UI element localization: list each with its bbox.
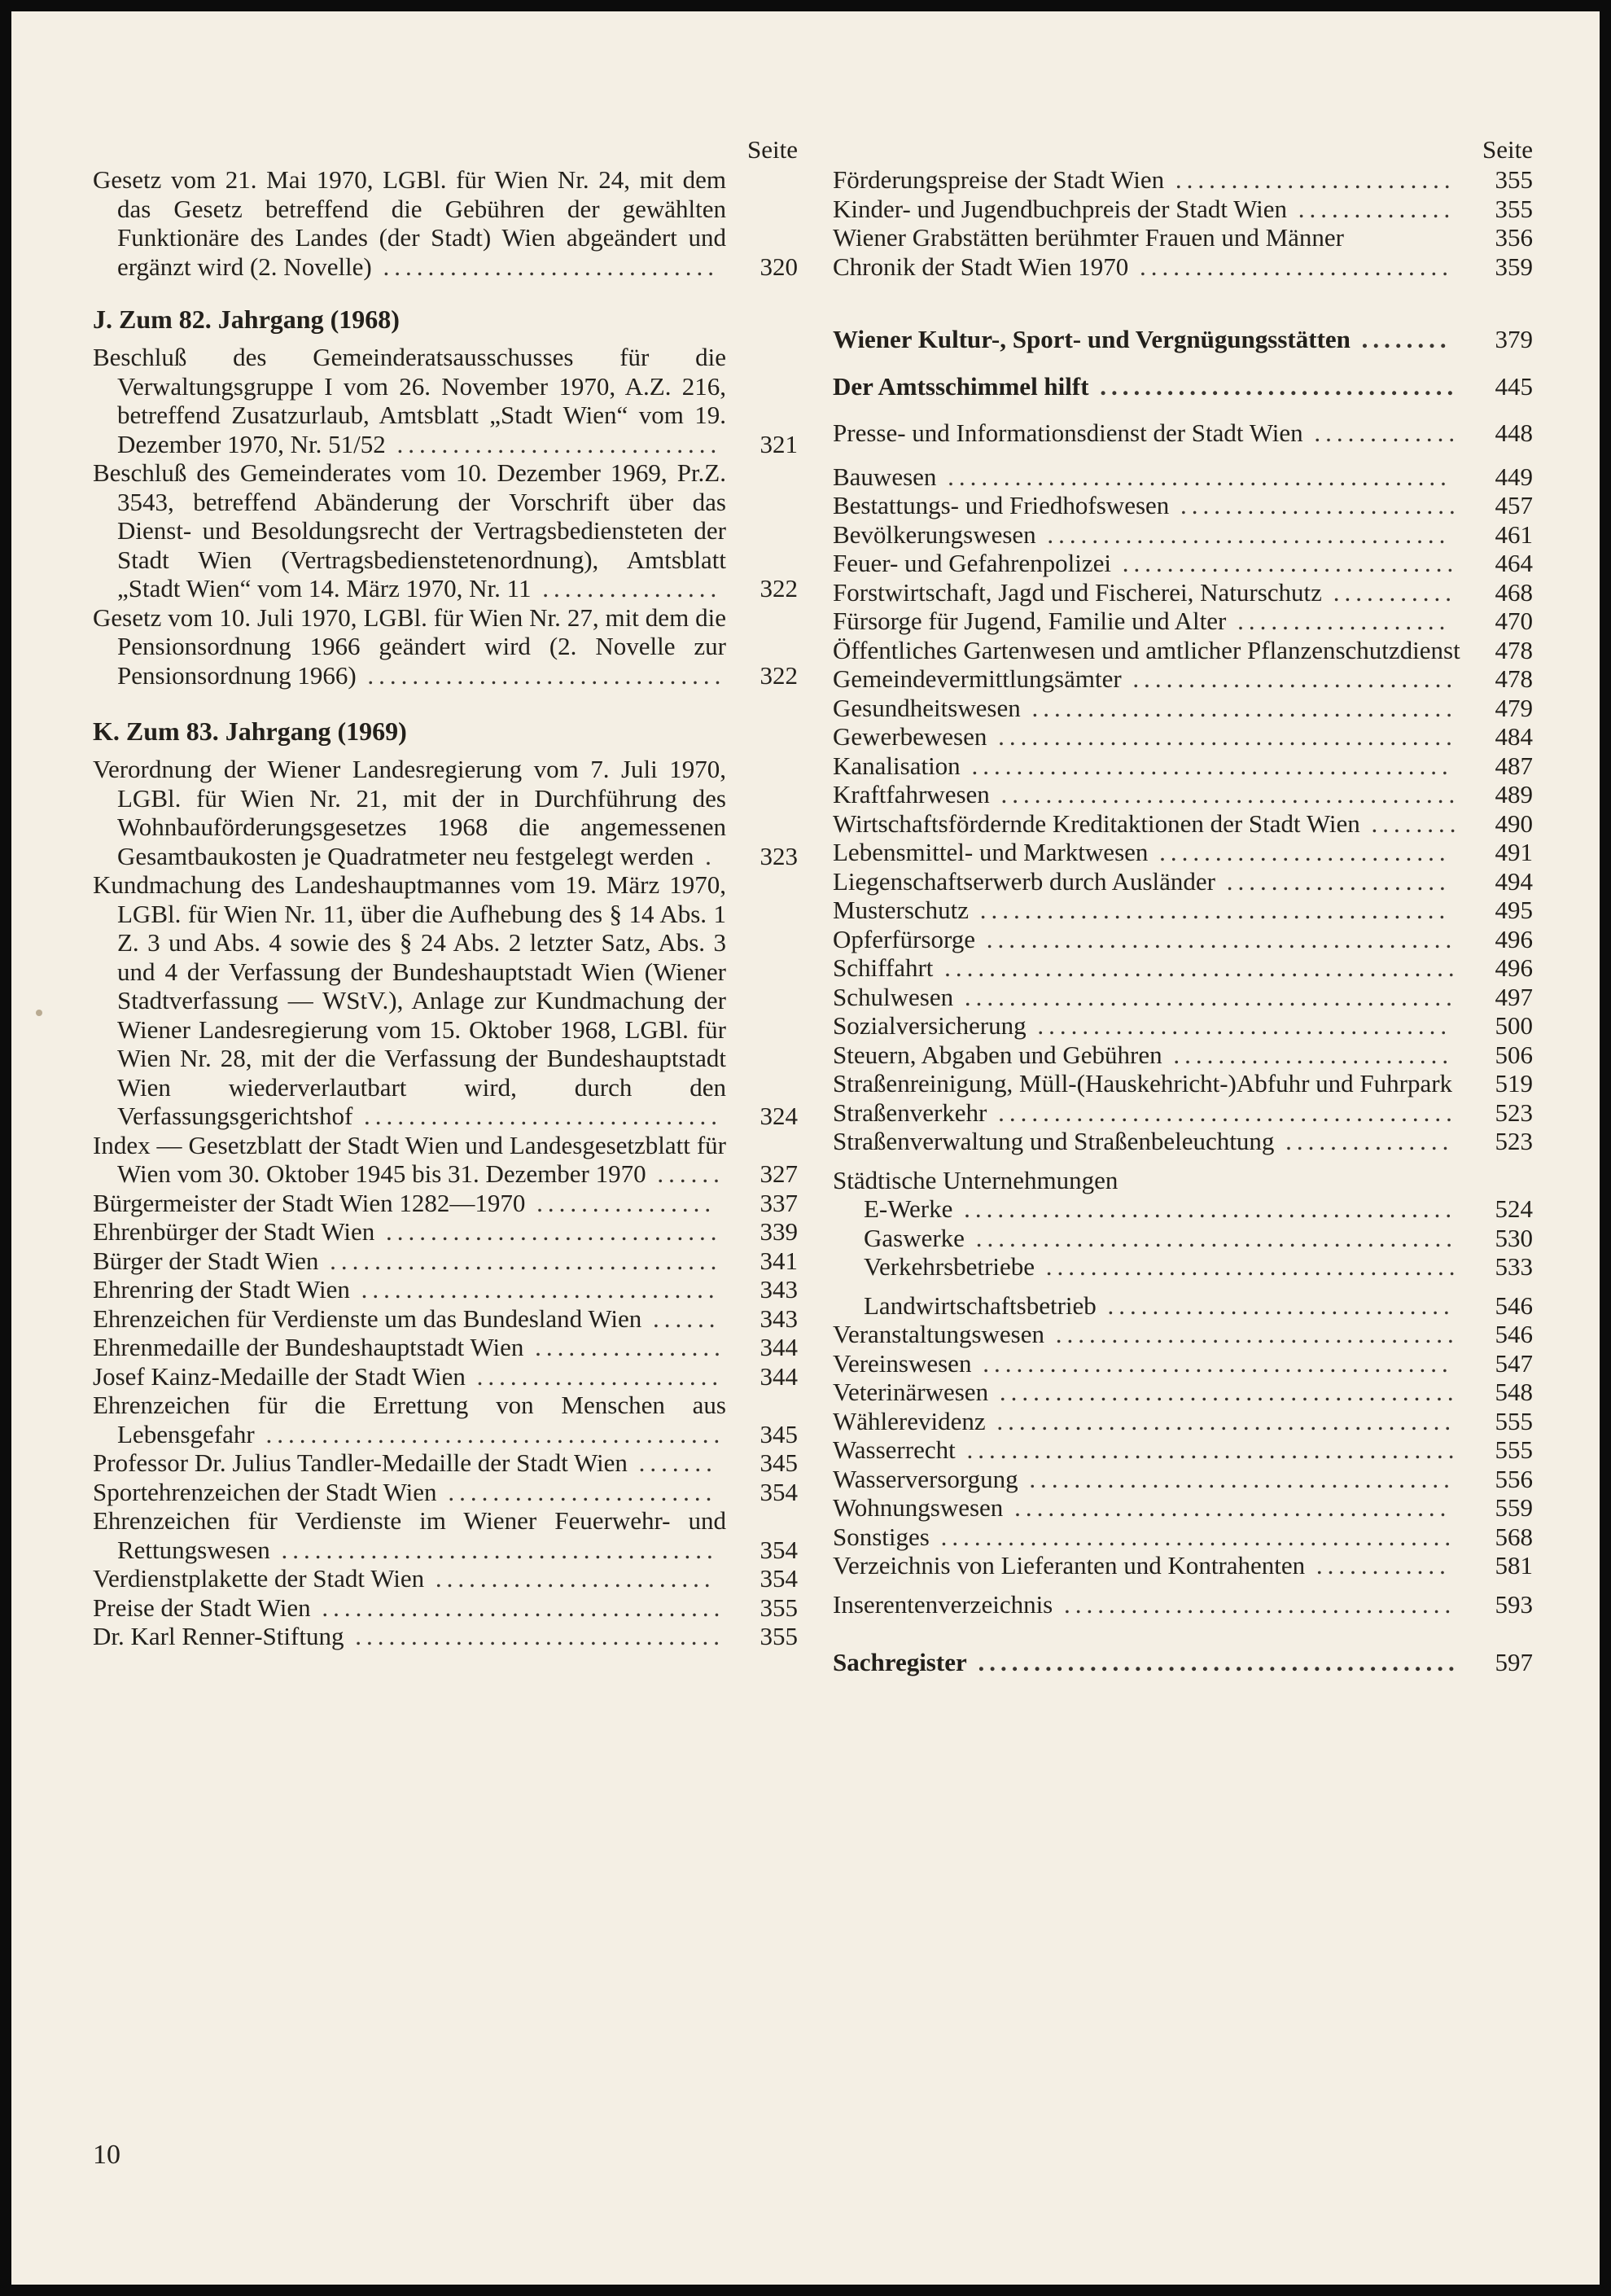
toc-entry — [93, 1217, 798, 1247]
entry-page-number: 546 — [1495, 1290, 1533, 1320]
toc-entry — [833, 1349, 1533, 1378]
dot-leader: . — [694, 841, 716, 870]
entry-title: Verkehrsbetriebe — [864, 1252, 1035, 1281]
entry-title: Kraftfahrwesen — [833, 780, 990, 808]
dot-leader: ............................... — [1096, 1290, 1455, 1320]
dot-leader: ........................................... — [966, 1648, 1460, 1676]
dot-leader: ................................ — [356, 660, 726, 690]
dot-leader: ......................................... — [985, 1406, 1456, 1435]
dot-leader: ...................................... — [1018, 1464, 1455, 1493]
toc-entry — [93, 458, 798, 603]
right-toc-list — [833, 165, 1533, 1677]
entry-title: Forstwirtschaft, Jagd und Fischerei, Naturschutz — [833, 577, 1322, 607]
entry-page-number: 449 — [1495, 462, 1533, 491]
toc-sub-entry — [833, 1252, 1533, 1282]
toc-entry — [833, 549, 1533, 578]
entry-title: Gaswerke — [864, 1223, 965, 1252]
entry-title: Ehrenring der Stadt Wien — [93, 1275, 350, 1304]
entry-title: Wählerevidenz — [833, 1406, 986, 1435]
toc-entry — [93, 1506, 798, 1564]
dot-leader: ......................................... — [989, 780, 1460, 808]
toc-entry — [833, 896, 1533, 925]
toc-entry — [833, 780, 1533, 809]
toc-sub-entry — [833, 1194, 1533, 1224]
toc-entry — [93, 1593, 798, 1623]
entry-page-number: 457 — [1495, 491, 1533, 519]
entry-title: Sonstiges — [833, 1522, 930, 1551]
dot-leader: ......................... — [1169, 491, 1460, 519]
entry-page-number: 355 — [760, 1622, 798, 1650]
entry-page-number: 345 — [760, 1448, 798, 1477]
toc-entry — [833, 1523, 1533, 1552]
entry-title: Schiffahrt — [833, 953, 934, 982]
dot-leader: .................................... — [1035, 519, 1451, 549]
toc-entry — [833, 1551, 1533, 1580]
entry-title: E-Werke — [864, 1194, 953, 1223]
entry-title: Liegenschaftserwerb durch Ausländer — [833, 866, 1215, 896]
toc-entry — [833, 165, 1533, 195]
toc-entry — [833, 1041, 1533, 1070]
entry-title: Verzeichnis von Lieferanten und Kontrahenten — [833, 1551, 1306, 1580]
entry-title: Verdienstplakette der Stadt Wien — [93, 1564, 425, 1593]
toc-entry — [833, 1069, 1533, 1098]
entry-page-number: 597 — [1495, 1648, 1533, 1676]
toc-entry — [93, 1131, 798, 1189]
entry-title: Musterschutz — [833, 896, 970, 924]
dot-leader: ......................................... — [988, 1378, 1459, 1406]
entry-page-number: 345 — [760, 1419, 798, 1448]
entry-page-number: 555 — [1495, 1406, 1533, 1435]
entry-page-number: 487 — [1495, 751, 1533, 780]
entry-title: Veranstaltungswesen — [833, 1320, 1044, 1348]
dot-leader: ................................... — [318, 1246, 722, 1275]
toc-entry — [93, 1275, 798, 1304]
section-heading: K. Zum 83. Jahrgang (1969) — [93, 716, 407, 746]
seite-label: Seite — [747, 135, 798, 164]
left-toc-list — [93, 165, 798, 1651]
entry-title: Gesetz vom 10. Juli 1970, LGBl. für Wien Nr. 27, mit dem die Pensionsordnung 1966 geändert wird (2. Novelle zur Pensionsordnung 1966) — [93, 602, 726, 690]
toc-entry — [833, 372, 1533, 401]
dot-leader: .......................................... — [971, 1348, 1453, 1378]
entry-page-number: 343 — [760, 1275, 798, 1304]
entry-title: Straßenverkehr — [833, 1098, 987, 1127]
dot-leader: ........................ — [436, 1477, 717, 1506]
dot-leader: ................ — [531, 574, 722, 602]
entry-title: Opferfürsorge — [833, 924, 976, 953]
entry-title: Wohnungswesen — [833, 1493, 1004, 1522]
toc-entry — [833, 607, 1533, 636]
entry-title: Bestattungs- und Friedhofswesen — [833, 491, 1170, 519]
entry-page-number: 519 — [1495, 1069, 1533, 1098]
toc-entry — [93, 1189, 798, 1218]
dot-leader: ...................................... — [1020, 693, 1457, 722]
entry-title: Index — Gesetzblatt der Stadt Wien und Landesgesetzblatt für Wien vom 30. Oktober 1945 bis 31. Dezember 1970 — [93, 1130, 726, 1188]
dot-leader: .......................... — [1148, 838, 1451, 866]
dot-leader: ........................................... — [960, 751, 1453, 780]
toc-entry — [93, 1391, 798, 1448]
entry-title: Wiener Kultur-, Sport- und Vergnügungsstätten — [833, 325, 1351, 353]
entry-title: Lebensmittel- und Marktwesen — [833, 838, 1149, 866]
entry-title: Bevölkerungswesen — [833, 519, 1036, 549]
entry-page-number: 379 — [1495, 325, 1533, 353]
entry-page-number: 470 — [1495, 607, 1533, 635]
dot-leader: .............................. — [1110, 549, 1459, 577]
entry-page-number: 491 — [1495, 838, 1533, 866]
entry-page-number: 322 — [760, 660, 798, 690]
toc-entry — [93, 165, 798, 281]
entry-title: Wiener Grabstätten berühmter Frauen und Männer — [833, 223, 1344, 252]
entry-title: Inserentenverzeichnis — [833, 1589, 1053, 1619]
toc-entry — [833, 722, 1533, 751]
entry-page-number: 546 — [1495, 1320, 1533, 1348]
entry-page-number: 530 — [1495, 1223, 1533, 1252]
dot-leader: ......................................... — [254, 1419, 725, 1448]
entry-title: Ehrenzeichen für die Errettung von Menschen aus Lebensgefahr — [93, 1391, 726, 1448]
entry-page-number: 354 — [760, 1535, 798, 1564]
entry-title: Bauwesen — [833, 462, 937, 491]
entry-page-number: 323 — [760, 841, 798, 870]
entry-page-number: 523 — [1495, 1127, 1533, 1155]
toc-entry — [833, 1127, 1533, 1156]
entry-title: Veterinärwesen — [833, 1378, 989, 1406]
entry-page-number: 341 — [760, 1246, 798, 1275]
page-number: 10 — [93, 2140, 120, 2170]
dot-leader: .............................. — [374, 1217, 722, 1246]
seite-label: Seite — [1482, 135, 1533, 164]
dot-leader: ................................... — [1053, 1589, 1456, 1619]
dot-leader: ......................... — [1162, 1040, 1454, 1069]
toc-entry — [833, 1320, 1533, 1349]
entry-page-number: 581 — [1495, 1551, 1533, 1580]
entry-page-number: 506 — [1495, 1040, 1533, 1069]
toc-entry — [93, 1362, 798, 1391]
toc-entry — [833, 1098, 1533, 1128]
toc-entry — [93, 1622, 798, 1651]
toc-entry — [93, 1247, 798, 1276]
toc-entry — [833, 1493, 1533, 1523]
dot-leader: ................................. — [344, 1622, 725, 1650]
toc-entry — [93, 1448, 798, 1478]
paper-speck — [36, 1010, 42, 1016]
entry-page-number: 344 — [760, 1333, 798, 1361]
toc-entry — [833, 983, 1533, 1012]
dot-leader: ........ — [1350, 325, 1451, 353]
toc-entry — [833, 578, 1533, 607]
entry-title: Kanalisation — [833, 751, 961, 780]
entry-title: Gesetz vom 21. Mai 1970, LGBl. für Wien Nr. 24, mit dem das Gesetz betreffend die Gebühren der gewählten Funktionäre des Landes (der Stadt) Wien abgeändert und ergänzt wird (2. Novelle) — [93, 165, 726, 281]
toc-entry — [93, 603, 798, 690]
entry-page-number: 359 — [1495, 252, 1533, 281]
dot-leader: ................... — [1226, 607, 1451, 635]
entry-page-number: 559 — [1495, 1493, 1533, 1522]
entry-title: Gesundheitswesen — [833, 693, 1021, 722]
entry-title: Wasserrecht — [833, 1435, 956, 1464]
toc-entry — [833, 1407, 1533, 1436]
toc-entry — [833, 418, 1533, 448]
entry-page-number: 547 — [1495, 1348, 1533, 1378]
entry-page-number: 468 — [1495, 577, 1533, 607]
entry-title: Fürsorge für Jugend, Familie und Alter — [833, 607, 1227, 635]
entry-title: Sportehrenzeichen der Stadt Wien — [93, 1477, 437, 1506]
toc-sub-entry — [833, 1224, 1533, 1253]
entry-page-number: 500 — [1495, 1011, 1533, 1040]
dot-leader: .................................... — [310, 1593, 725, 1622]
entry-page-number: 524 — [1495, 1194, 1533, 1223]
entry-title: Josef Kainz-Medaille der Stadt Wien — [93, 1361, 466, 1391]
toc-entry — [93, 1333, 798, 1362]
toc-entry — [833, 1378, 1533, 1407]
entry-title: Bürger der Stadt Wien — [93, 1246, 319, 1275]
entry-page-number: 494 — [1495, 866, 1533, 896]
entry-title: Straßenreinigung, Müll-(Hauskehricht-)Abfuhr und Fuhrpark — [833, 1069, 1453, 1098]
entry-page-number: 355 — [1495, 165, 1533, 194]
entry-page-number: 489 — [1495, 780, 1533, 808]
entry-page-number: 497 — [1495, 982, 1533, 1011]
entry-title: Dr. Karl Renner-Stiftung — [93, 1622, 344, 1650]
toc-entry — [833, 1648, 1533, 1677]
dot-leader: ............................ — [1128, 252, 1454, 281]
dot-leader: .............. — [1287, 194, 1456, 223]
entry-page-number: 322 — [760, 574, 798, 602]
entry-page-number: 327 — [760, 1159, 798, 1188]
entry-page-number: 556 — [1495, 1464, 1533, 1493]
toc-entry — [93, 1564, 798, 1593]
entry-title: Feuer- und Gefahrenpolizei — [833, 549, 1111, 577]
entry-page-number: 321 — [760, 429, 798, 458]
entry-title: Kinder- und Jugendbuchpreis der Stadt Wien — [833, 194, 1288, 223]
dot-leader: ......................... — [1164, 165, 1456, 194]
dot-leader: ......................................... — [987, 1098, 1457, 1127]
entry-title: Chronik der Stadt Wien 1970 — [833, 252, 1129, 281]
dot-leader: ............................................ — [952, 1194, 1457, 1223]
entry-page-number: 354 — [760, 1477, 798, 1506]
toc-entry — [93, 755, 798, 870]
entry-page-number: 464 — [1495, 549, 1533, 577]
dot-leader: .......................................... — [969, 896, 1451, 924]
section-heading: J. Zum 82. Jahrgang (1968) — [93, 305, 400, 334]
dot-leader: ............................................. — [936, 462, 1451, 491]
entry-title: Öffentliches Gartenwesen und amtlicher Pflanzenschutzdienst — [833, 635, 1460, 664]
entry-page-number: 484 — [1495, 722, 1533, 751]
toc-entry — [833, 1011, 1533, 1041]
toc-group — [833, 1166, 1533, 1195]
entry-page-number: 490 — [1495, 808, 1533, 838]
entry-page-number: 548 — [1495, 1378, 1533, 1406]
dot-leader: ................................ — [1088, 371, 1459, 401]
entry-title: Gewerbewesen — [833, 722, 987, 751]
dot-leader: .............................................. — [929, 1522, 1456, 1551]
dot-leader: ............................................ — [953, 982, 1457, 1011]
entry-page-number: 461 — [1495, 519, 1533, 549]
entry-title: Ehrenzeichen für Verdienste um das Bundesland Wien — [93, 1304, 642, 1333]
toc-entry — [833, 1590, 1533, 1619]
toc-entry — [833, 520, 1533, 550]
entry-title: Kundmachung des Landeshauptmannes vom 19. März 1970, LGBl. für Wien Nr. 11, über die Aufhebung des § 14 Abs. 1 Z. 3 und Abs. 4 sowie des § 24 Abs. 2 letzter Satz, Abs. 3 und 4 der Verfassung der Bundeshauptstadt Wien (Wiener Stadtverfassung — WStV.), Anlage zur Kundmachung der Wiener Landesregierung vom 15. Oktober 1968, LGBl. für Wien Nr. 28, mit der die Verfassung der Bundeshauptstadt Wien wiederverlautbart wird, durch den Verfassungsgerichtshof — [93, 870, 726, 1130]
entry-page-number: 496 — [1495, 953, 1533, 982]
toc-entry — [93, 870, 798, 1131]
dot-leader: ............... — [1274, 1127, 1454, 1155]
toc-sub-entry — [833, 1291, 1533, 1321]
dot-leader: .................................... — [1044, 1320, 1459, 1348]
entry-page-number: 337 — [760, 1188, 798, 1217]
entry-title: Sozialversicherung — [833, 1011, 1027, 1040]
toc-entry — [833, 1465, 1533, 1494]
dot-leader: ...... — [641, 1304, 720, 1333]
entry-page-number: 320 — [760, 252, 798, 281]
entry-title: Gemeindevermittlungsämter — [833, 664, 1122, 693]
entry-page-number: 354 — [760, 1564, 798, 1593]
entry-title: Sachregister — [833, 1648, 967, 1676]
toc-entry — [833, 1435, 1533, 1465]
toc-entry — [833, 809, 1533, 839]
toc-entry — [833, 694, 1533, 723]
entry-page-number: 324 — [760, 1102, 798, 1130]
entry-page-number: 355 — [760, 1593, 798, 1622]
toc-entry — [833, 925, 1533, 954]
entry-title: Wirtschaftsfördernde Kreditaktionen der Stadt Wien — [833, 808, 1360, 838]
toc-entry — [833, 252, 1533, 282]
entry-title: Wasserversorgung — [833, 1464, 1018, 1493]
entry-title: Preise der Stadt Wien — [93, 1593, 311, 1622]
dot-leader: ..................................... — [1035, 1252, 1460, 1281]
dot-leader: ....................................... — [269, 1535, 718, 1564]
entry-page-number: 344 — [760, 1361, 798, 1391]
toc-entry — [833, 636, 1533, 665]
toc-entry — [833, 462, 1533, 492]
entry-page-number: 496 — [1495, 924, 1533, 953]
dot-leader: ........... — [1321, 577, 1456, 607]
entry-page-number: 533 — [1495, 1252, 1533, 1281]
entry-title: Beschluß des Gemeinderatsausschusses für die Verwaltungsgruppe I vom 26. November 1970, A.Z. 216, betreffend Zusatzurlaub, Amtsblatt „Stadt Wien“ vom 19. Dezember 1970, Nr. 51/52 — [93, 343, 726, 458]
dot-leader: ......................... — [424, 1564, 716, 1593]
dot-leader: .......................................... — [975, 924, 1457, 953]
entry-title: Ehrenbürger der Stadt Wien — [93, 1217, 375, 1246]
dot-leader: ............ — [1305, 1551, 1451, 1580]
entry-title: Straßenverwaltung und Straßenbeleuchtung — [833, 1127, 1275, 1155]
entry-page-number: 593 — [1495, 1589, 1533, 1619]
toc-entry — [833, 325, 1533, 354]
entry-title: Presse- und Informationsdienst der Stadt Wien — [833, 418, 1303, 447]
entry-page-number: 495 — [1495, 896, 1533, 924]
dot-leader: ............. — [1302, 418, 1460, 447]
dot-leader: ......................................... — [987, 722, 1457, 751]
dot-leader: ..................................... — [1026, 1011, 1452, 1040]
entry-title: Professor Dr. Julius Tandler-Medaille der Stadt Wien — [93, 1448, 628, 1477]
entry-title: Steuern, Abgaben und Gebühren — [833, 1040, 1162, 1069]
dot-leader: ........ — [1359, 808, 1461, 838]
dot-leader: ............................. — [1121, 664, 1458, 693]
toc-entry — [93, 343, 798, 458]
toc-entry — [833, 223, 1533, 252]
entry-title: Vereinswesen — [833, 1348, 972, 1378]
dot-leader: ................ — [525, 1188, 716, 1217]
toc-entry — [833, 491, 1533, 520]
dot-leader: ....... — [627, 1448, 717, 1477]
dot-leader: ....................................... — [1003, 1493, 1451, 1522]
entry-page-number: 555 — [1495, 1435, 1533, 1464]
entry-page-number: 339 — [760, 1217, 798, 1246]
right-column — [833, 134, 1533, 1677]
toc-entry — [833, 751, 1533, 781]
entry-page-number: 478 — [1495, 664, 1533, 693]
entry-page-number: 478 — [1495, 635, 1533, 664]
toc-entry — [833, 867, 1533, 896]
entry-page-number: 343 — [760, 1304, 798, 1333]
entry-title: Der Amtsschimmel hilft — [833, 371, 1089, 401]
toc-entry — [93, 1304, 798, 1334]
toc-entry — [93, 1478, 798, 1507]
entry-title: Ehrenzeichen für Verdienste im Wiener Feuerwehr- und Rettungswesen — [93, 1506, 726, 1564]
dot-leader: ...... — [646, 1159, 725, 1188]
group-label: Städtische Unternehmungen — [833, 1165, 1119, 1194]
toc-entry — [833, 664, 1533, 694]
left-column — [93, 134, 798, 1651]
entry-title: Schulwesen — [833, 982, 954, 1011]
dot-leader: ............................. — [385, 429, 722, 458]
entry-title: Verordnung der Wiener Landesregierung vom 7. Juli 1970, LGBl. für Wien Nr. 21, mit der in Durchführung des Wohnbauförderungsgesetzes 1968 die angemessenen Gesamtbaukosten je Quadratmeter neu festgelegt werden — [93, 755, 726, 870]
entry-page-number: 356 — [1495, 223, 1533, 252]
entry-title: Beschluß des Gemeinderates vom 10. Dezember 1969, Pr.Z. 3543, betreffend Abänderung der Vorschrift über das Dienst- und Besoldungsrecht der Vertragsbediensteten der Stadt Wien (Vertragsbedienstetenordnung), Amtsblatt „Stadt Wien“ vom 14. März 1970, Nr. 11 — [93, 458, 726, 602]
dot-leader: ................................ — [352, 1102, 723, 1130]
dot-leader: ............................................ — [955, 1435, 1460, 1464]
dot-leader: ................................ — [349, 1275, 720, 1304]
toc-entry — [833, 195, 1533, 224]
entry-title: Landwirtschaftsbetrieb — [864, 1290, 1097, 1320]
dot-leader: ........................................... — [964, 1223, 1457, 1252]
entry-title: Bürgermeister der Stadt Wien 1282—1970 — [93, 1188, 526, 1217]
entry-title: Förderungspreise der Stadt Wien — [833, 165, 1165, 194]
toc-entry — [833, 953, 1533, 983]
entry-page-number: 355 — [1495, 194, 1533, 223]
dot-leader: ...................... — [465, 1361, 724, 1391]
dot-leader: .................... — [1215, 866, 1451, 896]
dot-leader: ................. — [523, 1333, 725, 1361]
entry-title: Ehrenmedaille der Bundeshauptstadt Wien — [93, 1333, 524, 1361]
entry-page-number: 568 — [1495, 1522, 1533, 1551]
dot-leader: .............................................. — [933, 953, 1460, 982]
toc-entry — [833, 838, 1533, 867]
entry-page-number: 523 — [1495, 1098, 1533, 1127]
dot-leader: .............................. — [371, 252, 720, 281]
entry-page-number: 479 — [1495, 693, 1533, 722]
entry-page-number: 448 — [1495, 418, 1533, 447]
entry-page-number: 445 — [1495, 371, 1533, 401]
